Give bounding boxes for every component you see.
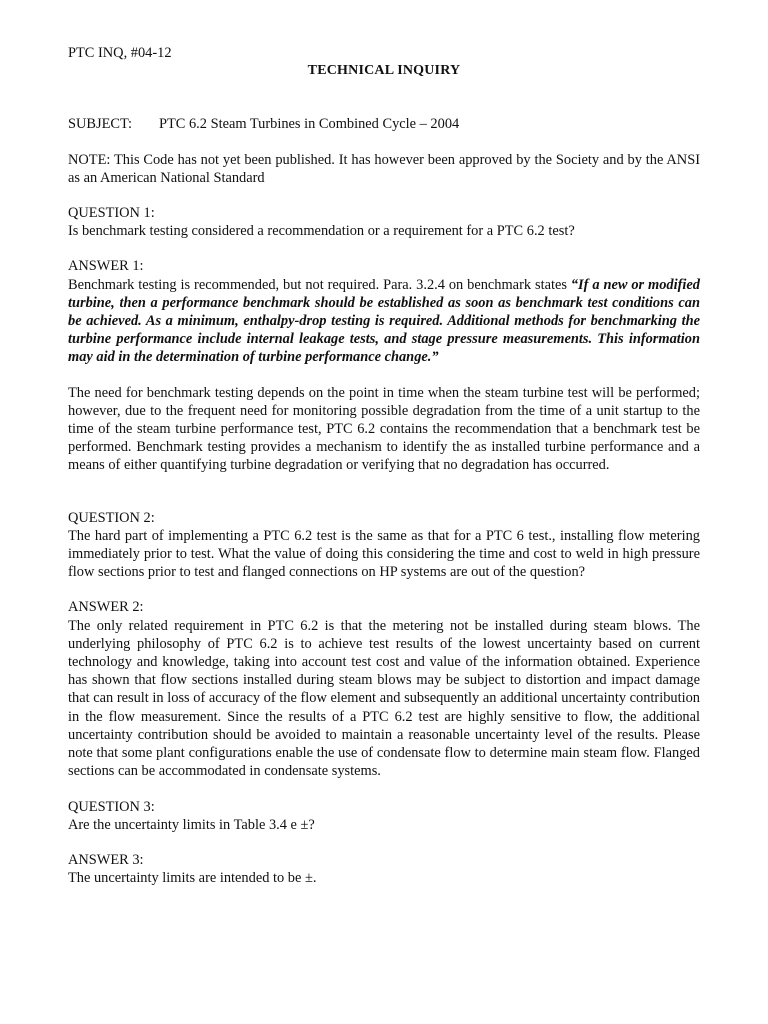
publication-note: NOTE: This Code has not yet been published. It has however been approved by the Society and by the ANSI as an American National Standard	[68, 151, 700, 186]
inquiry-reference: PTC INQ, #04-12	[68, 45, 172, 61]
answer-2-label: ANSWER 2:	[68, 599, 144, 616]
question-1-label: QUESTION 1:	[68, 205, 155, 222]
question-3	[68, 798, 700, 834]
answer-1-body	[68, 276, 700, 367]
question-3-text: Are the uncertainty limits in Table 3.4 e ±?	[68, 816, 315, 833]
question-2-text: The hard part of implementing a PTC 6.2 test is the same as that for a PTC 6 test., installing flow metering immediately prior to test. What the value of doing this considering the time and cost to weld in high pressure flow sections prior to test and flanged connections on HP systems are out of the question?	[68, 527, 700, 581]
document-title: TECHNICAL INQUIRY	[307, 63, 461, 79]
question-2-label: QUESTION 2:	[68, 509, 155, 526]
subject-label: SUBJECT:	[68, 116, 133, 133]
answer-3-text: The uncertainty limits are intended to be ±.	[68, 870, 317, 887]
answer-3	[68, 851, 700, 887]
answer-3-label: ANSWER 3:	[68, 851, 144, 868]
question-2	[68, 509, 700, 582]
subject-value: PTC 6.2 Steam Turbines in Combined Cycle – 2004	[159, 116, 460, 133]
answer-1-discussion: The need for benchmark testing depends on the point in time when the steam turbine test will be performed; however, due to the frequent need for monitoring possible degradation from the time of a unit startup to the time of the steam turbine performance test, PTC 6.2 contains the recommendation that a benchmark test be performed. Benchmark testing provides a mechanism to identify the as installed turbine performance and a means of either quantifying turbine degradation or verifying that no degradation has occurred.	[68, 384, 700, 474]
question-1	[68, 204, 700, 240]
inquiry-document	[68, 44, 700, 887]
answer-1	[68, 257, 700, 474]
question-3-label: QUESTION 3:	[68, 798, 155, 815]
answer-1-intro: Benchmark testing is recommended, but not required. Para. 3.2.4 on benchmark states	[68, 276, 571, 293]
answer-1-label: ANSWER 1:	[68, 258, 144, 275]
question-1-text: Is benchmark testing considered a recommendation or a requirement for a PTC 6.2 test?	[68, 223, 575, 240]
answer-2	[68, 598, 700, 780]
answer-2-text: The only related requirement in PTC 6.2 is that the metering not be installed during steam blows. The underlying philosophy of PTC 6.2 is to achieve test results of the lowest uncertainty based on current technology and knowledge, taking into account test cost and value of the information obtained. Experience has shown that flow sections installed during steam blows may be subject to distortion and impact damage that can result in loss of accuracy of the flow element and subsequently an additional uncertainty contribution in the flow measurement. Since the results of a PTC 6.2 test are highly sensitive to flow, the additional uncertainty contribution should be avoided to maintain a reasonable uncertainty level of the results. Please note that some plant configurations enable the use of condensate flow to determine main steam flow. Flanged sections can be accommodated in condensate systems.	[68, 617, 700, 780]
subject-line	[68, 115, 700, 133]
benchmark-quote: “If a new or modified turbine, then a performance benchmark should be established as soon as benchmark test conditions can be achieved. As a minimum, enthalpy-drop testing is required. Additional methods for benchmarking the turbine performance include internal leakage tests, and stage pressure measurements. This information may aid in the determination of turbine performance change.”	[68, 276, 700, 366]
